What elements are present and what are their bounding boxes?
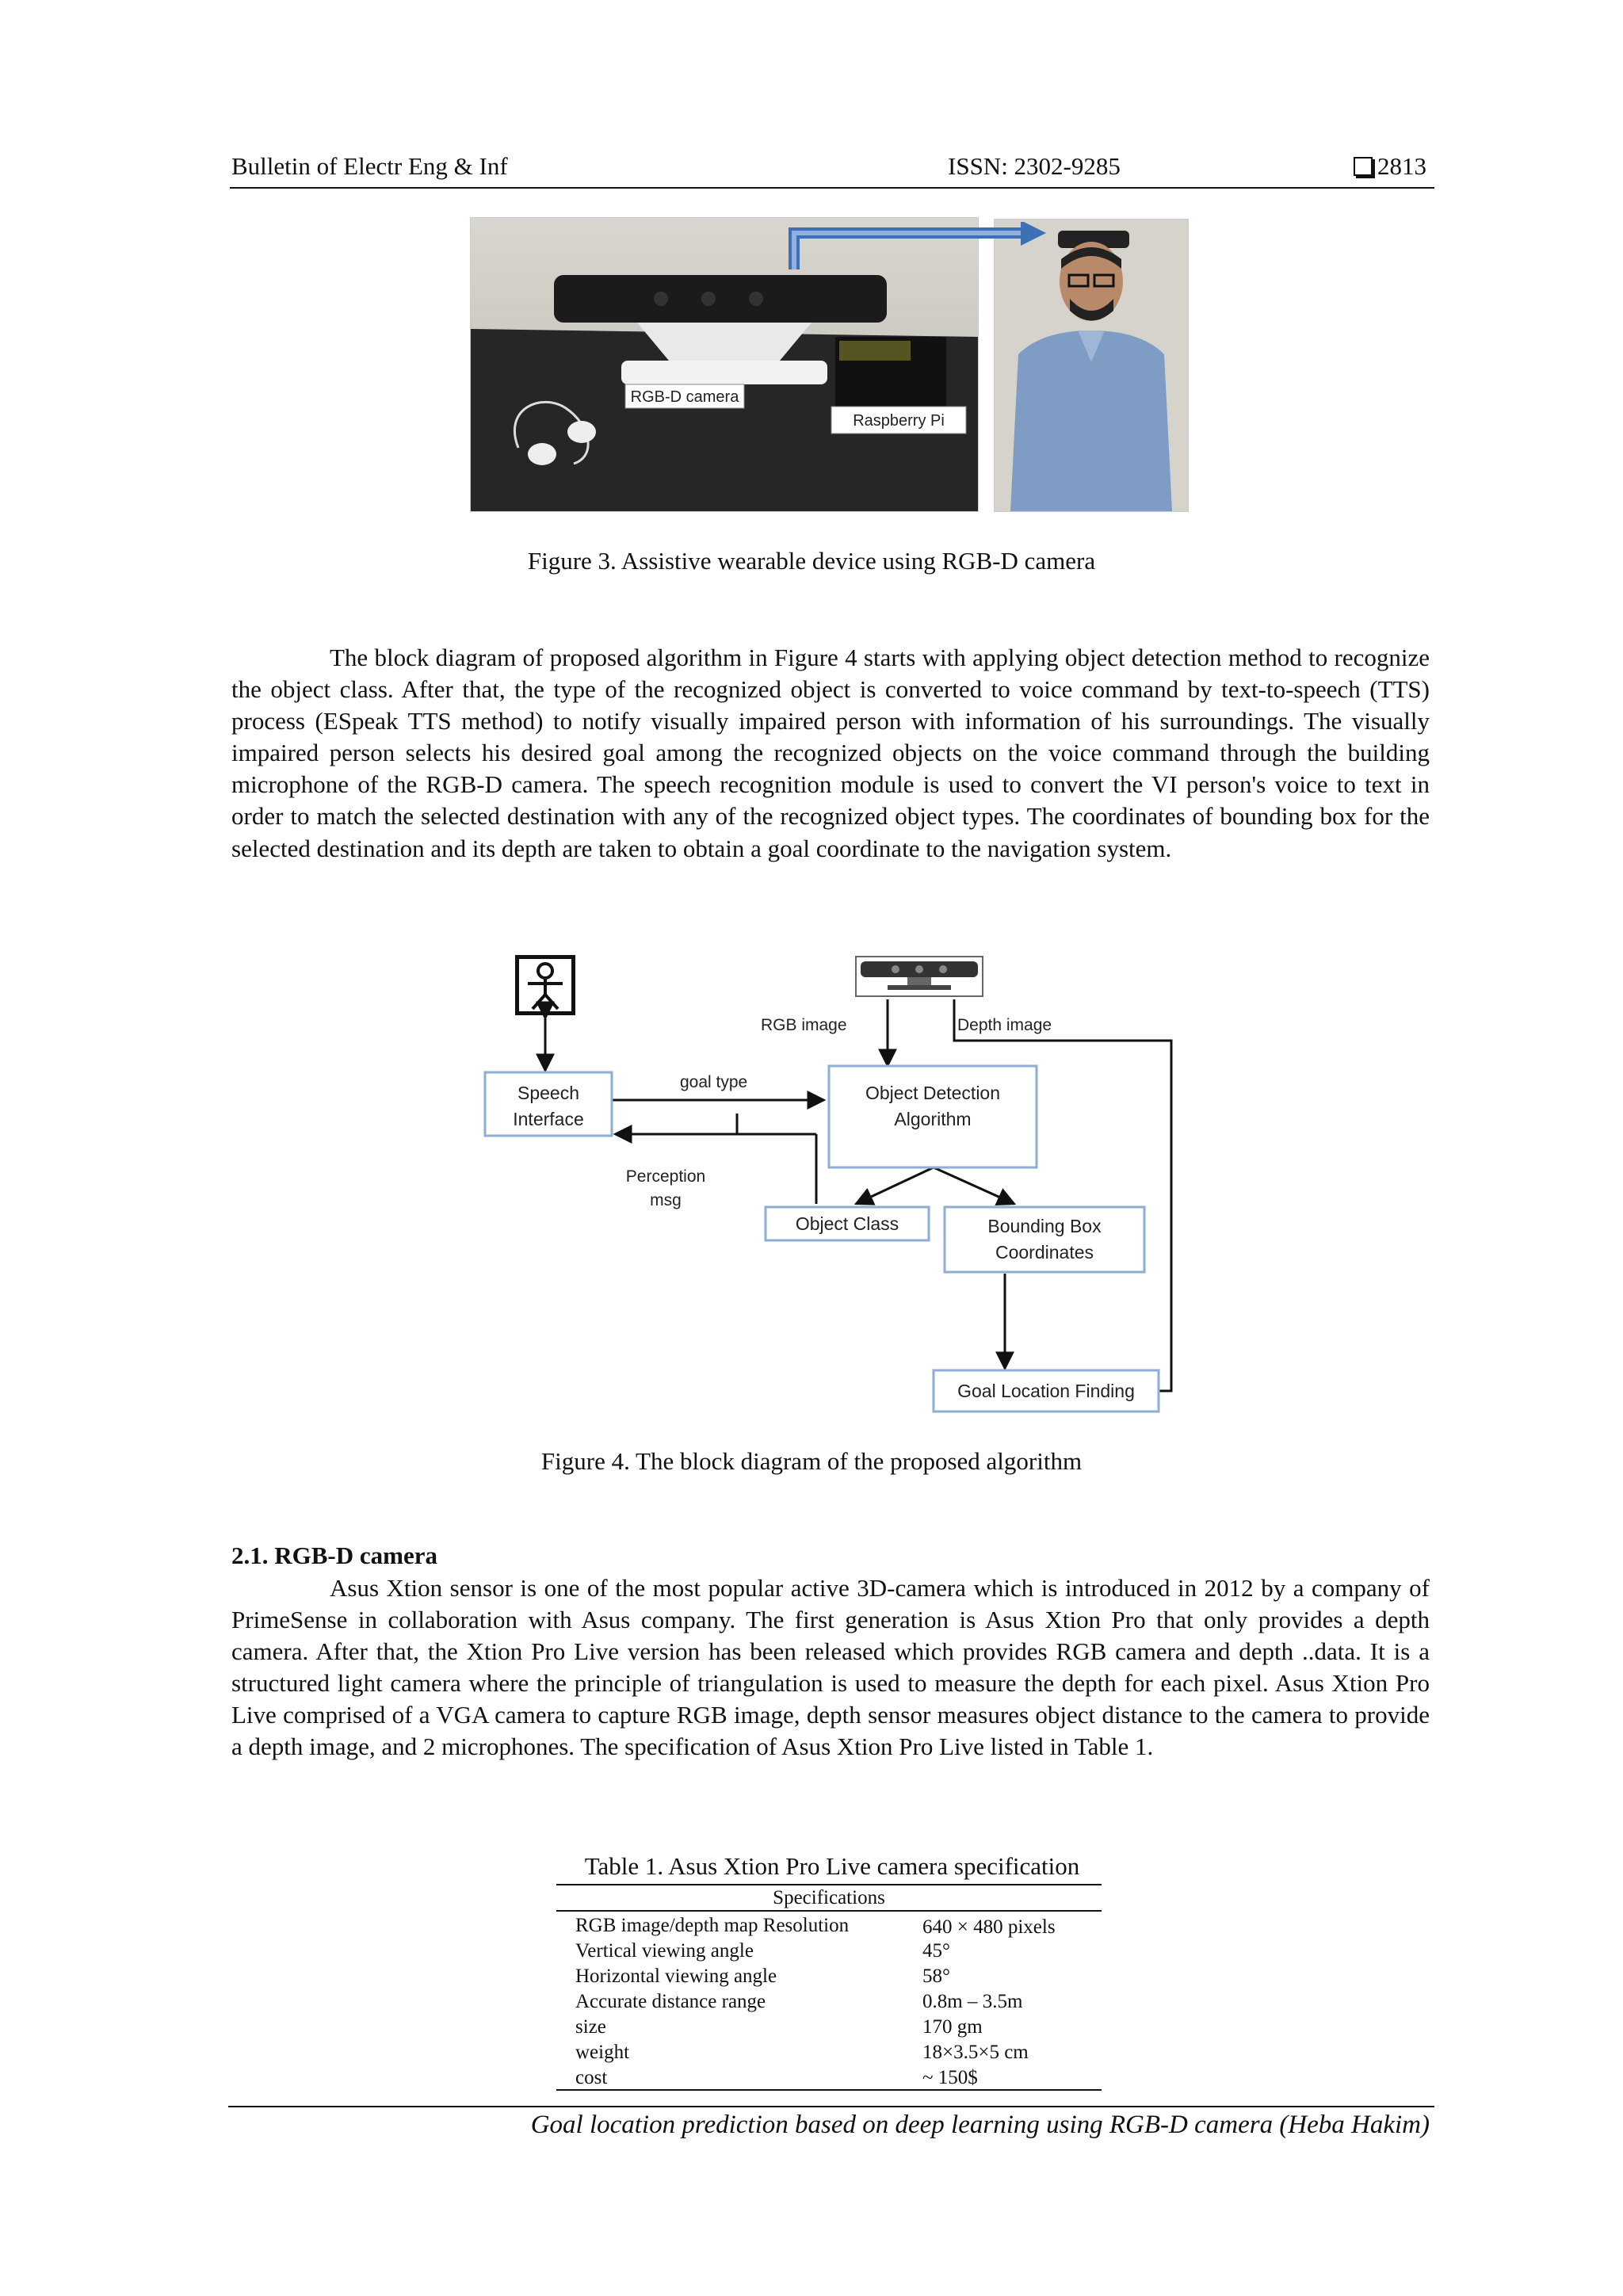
page-number: 2813 [1377,152,1426,180]
journal-name: Bulletin of Electr Eng & Inf [231,152,508,180]
speech-interface-label-2: Interface [513,1109,584,1129]
camera-icon [856,957,983,996]
object-detection-label-1: Object Detection [865,1083,1001,1103]
goal-type-label: goal type [680,1073,748,1091]
bounding-box-label-2: Coordinates [995,1242,1094,1263]
header-rule [230,187,1434,189]
depth-image-label: Depth image [957,1016,1052,1034]
issn: ISSN: 2302-9285 [948,152,1121,180]
figure4-caption: Figure 4. The block diagram of the proposed algorithm [540,1447,1083,1475]
page-number-group [1354,152,1426,181]
table-header: Specifications [773,1887,885,1908]
goal-location-label: Goal Location Finding [957,1381,1135,1401]
block-diagram [475,947,1189,1423]
checkbox-icon [1354,157,1373,176]
table-title: Table 1. Asus Xtion Pro Live camera specification [584,1852,1080,1880]
figure3-caption: Figure 3. Assistive wearable device using RGB-D camera [527,547,1096,575]
label-rgbd-camera: RGB-D camera [630,388,739,406]
perception-label-2: msg [650,1191,682,1209]
object-detection-label-2: Algorithm [894,1109,972,1129]
table-header-rule [556,1910,1102,1912]
table-bottom-rule [556,2089,1102,2091]
body-paragraph-1: The block diagram of proposed algorithm in Figure 4 starts with applying object detection method to recognize the object class. After that, the type of the recognized object is converted to voice command by text-to-speech (TTS) process (ESpeak TTS method) to notify visually impaired person with information of his surroundings. The visually impaired person selects his desired goal among the recognized objects on the voice command through the building microphone of the RGB-D camera. The speech recognition module is used to convert the VI person's voice to text in order to match the selected destination with any of the recognized object types. The coordinates of bounding box for the selected destination and its depth are taken to obtain a goal coordinate to the navigation system. [231,644,1430,862]
section-heading: 2.1. RGB-D camera [231,1541,437,1569]
footer-rule [228,2106,1434,2107]
rgb-image-label: RGB image [761,1016,847,1034]
label-raspberry-pi: Raspberry Pi [853,412,945,430]
user-icon [515,955,575,1015]
bounding-box-label-1: Bounding Box [987,1216,1102,1236]
speech-interface-label-1: Speech [517,1083,580,1103]
footer-text: Goal location prediction based on deep learning using RGB-D camera (Heba Hakim) [530,2111,1430,2139]
body-paragraph-2: Asus Xtion sensor is one of the most popular active 3D-camera which is introduced in 2012 by a company of PrimeSense in collaboration with Asus company. The first generation is Asus Xtion Pro that only provides a depth camera. After that, the Xtion Pro Live version has been released which provides RGB camera and depth ..data. It is a structured light camera where the principle of triangulation is used to measure the depth for each pixel. Asus Xtion Pro Live comprised of a VGA camera to capture RGB image, depth sensor measures object distance to the camera to provide a depth image, and 2 microphones. The specification of Asus Xtion Pro Live listed in Table 1. [231,1574,1430,1761]
object-class-label: Object Class [795,1213,899,1234]
connector-arrow [785,222,1062,269]
perception-label-1: Perception [625,1167,706,1186]
